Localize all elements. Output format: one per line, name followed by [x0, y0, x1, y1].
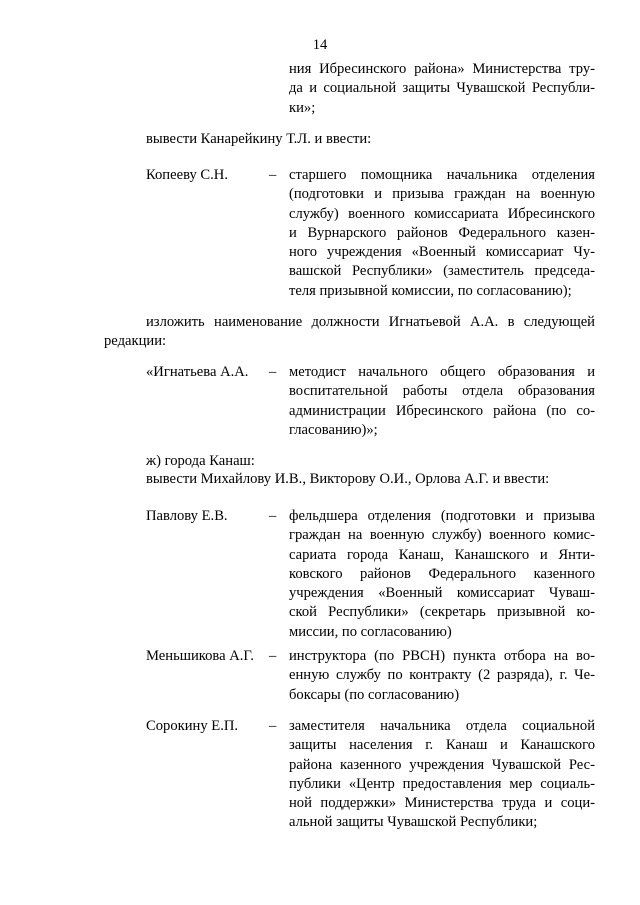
- intro-line: ния Ибресинского района» Министерства тру-: [289, 61, 595, 77]
- description-line: защиты населения г. Канаш и Канашского: [289, 737, 595, 754]
- description-line: фельдшера отделения (подготовки и призыва: [289, 508, 595, 524]
- dash-separator: –: [269, 508, 277, 524]
- person-name-kopeeva: Копееву С.Н.: [146, 167, 228, 183]
- dash-separator: –: [269, 718, 277, 734]
- description-line: теля призывной комиссии, по согласованию);: [289, 282, 572, 299]
- position-description-ignatieva: [289, 363, 595, 440]
- description-line: района казенного учреждения Чувашской Рес-: [289, 756, 595, 773]
- instruction-remove-kanash: вывести Михайлову И.В., Викторову О.И., Орлова А.Г. и ввести:: [146, 471, 550, 487]
- description-line: боксары (по согласованию): [289, 686, 460, 703]
- dash-separator: –: [269, 648, 277, 664]
- description-line: ковского районов Федерального казенного: [289, 565, 595, 582]
- person-name-ignatieva: «Игнатьева А.А.: [146, 364, 249, 380]
- description-line: (подготовки и призыва граждан на военную: [289, 186, 595, 203]
- description-line: инструктора (по РВСН) пункта отбора на во-: [289, 648, 595, 664]
- description-line: методист начального общего образования и: [289, 364, 595, 380]
- person-name-sorokina: Сорокину Е.П.: [146, 718, 239, 734]
- description-line: публики «Центр предоставления мер социаль-: [289, 775, 595, 792]
- description-line: заместителя начальника отдела социальной: [289, 718, 595, 734]
- instruction-remove-kanareikina: вывести Канарейкину Т.Л. и ввести:: [146, 131, 372, 147]
- description-line: ской Республики» (секретарь призывной ко-: [289, 604, 595, 621]
- position-description-sorokina: [289, 717, 595, 833]
- description-line: ного учреждения «Военный комиссариат Чу-: [289, 244, 595, 261]
- description-line: гласованию)»;: [289, 421, 378, 438]
- description-line: администрации Ибресинского района (по со-: [289, 402, 595, 419]
- description-line: енную службу по контракту (2 разряда), г. Че-: [289, 667, 595, 684]
- description-line: сариата города Канаш, Канашского и Янти-: [289, 546, 595, 563]
- description-line: воспитательной работы отдела образования: [289, 383, 595, 400]
- intro-continuation: [289, 60, 595, 118]
- description-line: службу) военного комиссариата Ибресинского: [289, 205, 595, 222]
- description-line: учреждения «Военный комиссариат Чуваш-: [289, 585, 595, 602]
- description-line: миссии, по согласованию): [289, 623, 452, 640]
- person-name-pavlova: Павлову Е.В.: [146, 508, 228, 524]
- dash-separator: –: [269, 167, 277, 183]
- section-heading-kanash: ж) города Канаш:: [146, 453, 255, 469]
- intro-line: ки»;: [289, 99, 316, 116]
- description-line: граждан на военную службу) военного комис-: [289, 527, 595, 544]
- dash-separator: –: [269, 364, 277, 380]
- intro-line: да и социальной защиты Чувашской Республи-: [289, 80, 595, 97]
- instruction-rename-line2: редакции:: [104, 333, 167, 349]
- description-line: альной защиты Чувашской Республики;: [289, 814, 538, 831]
- description-line: ной поддержки» Министерства труда и соци-: [289, 795, 595, 812]
- person-name-menshikova: Меньшикова А.Г.: [146, 648, 254, 664]
- position-description-menshikova: [289, 647, 595, 705]
- description-line: и Вурнарского районов Федерального казен-: [289, 224, 595, 241]
- position-description-kopeeva: [289, 166, 595, 301]
- description-line: старшего помощника начальника отделения: [289, 167, 595, 183]
- description-line: вашской Республики» (заместитель председа-: [289, 263, 595, 280]
- instruction-rename-line1: изложить наименование должности Игнатьевой А.А. в следующей: [146, 314, 595, 330]
- position-description-pavlova: [289, 507, 595, 642]
- page-number: 14: [312, 37, 328, 53]
